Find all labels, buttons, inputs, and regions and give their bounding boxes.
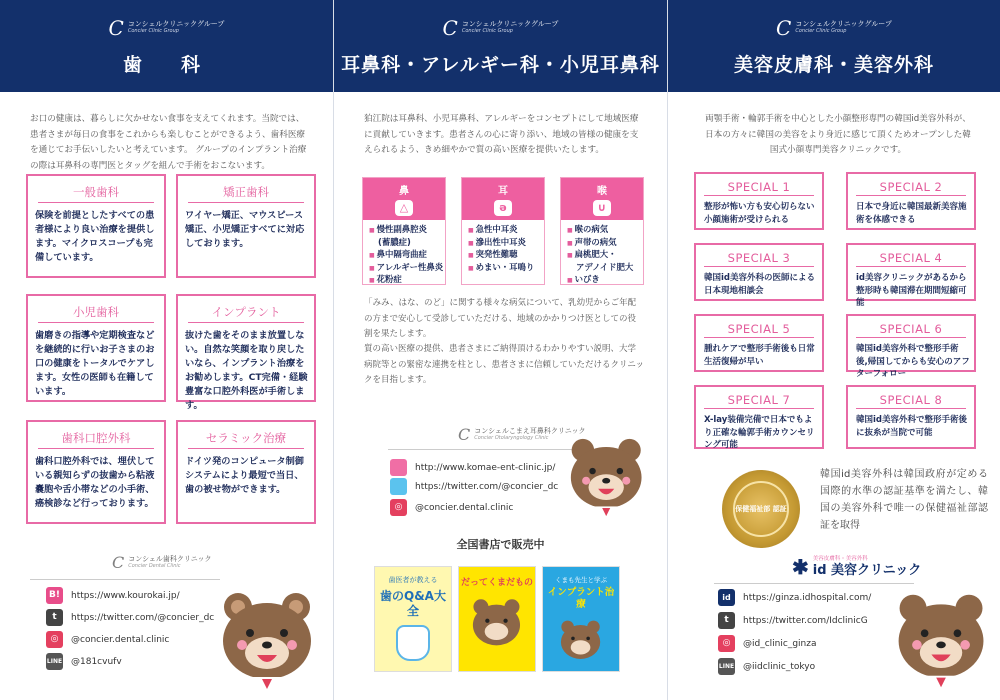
certification-medal-icon [722, 470, 800, 548]
link-line[interactable] [718, 658, 815, 675]
book-subtitle: 歯医者が教える [388, 576, 438, 584]
list-item: ■ 急性中耳炎 [468, 224, 544, 237]
dental-header [0, 0, 333, 92]
box-body: 保険を前提としたすべての患者様により良い治療を提供します。マイクロスコープも完備しています。 [35, 210, 155, 263]
twitter-icon: t [46, 609, 63, 626]
box-body: 歯科口腔外科では、埋伏している親知らずの抜歯から粘液嚢胞や舌小帯などの小手術、癌検診など行っております。 [35, 456, 155, 509]
box-title: 歯科口腔外科 [38, 430, 154, 449]
special-body: 韓国id美容外科の医師による日本現地相談会 [704, 273, 815, 296]
link-instagram[interactable] [390, 499, 513, 516]
book-title: だってくまだもの [460, 578, 533, 588]
link-text[interactable]: https://twitter.com/IdclinicG [743, 615, 868, 626]
box-title: 小児歯科 [38, 304, 154, 323]
link-text[interactable]: @181cvufv [71, 656, 122, 667]
special-body: 整形が怖い方も安心切らない小顔施術が受けられる [704, 202, 815, 225]
book-title: インプラント治療 [547, 587, 615, 610]
divider [388, 449, 588, 450]
line-icon: LINE [718, 658, 735, 675]
special-title: SPECIAL 5 [704, 322, 814, 338]
ent-intro: 狛江院は耳鼻科、小児耳鼻科、アレルギーをコンセプトにして地域医療に貢献していきます。患者さんの心に寄り添い、地域の皆様の健康を支えられるよう、きめ細やかで質の高い医療を提供いたします。 [364, 114, 639, 155]
dental-panel [0, 0, 333, 700]
link-website[interactable] [390, 459, 555, 476]
list-item: ■ 喉の病気 [567, 224, 643, 237]
list-item: ■ めまい・耳鳴り [468, 262, 544, 275]
special-6 [846, 314, 976, 379]
hatena-icon: B! [46, 587, 63, 604]
list-item: ■ 声帯の病気 [567, 237, 643, 250]
special-body: 日本で身近に韓国最新美容施術を体感できる [856, 202, 967, 225]
book-kumadamono[interactable] [458, 566, 536, 672]
logo-jp: コンシェルクリニックグループ [461, 20, 559, 29]
box-pediatric-dentistry [26, 294, 166, 402]
hatena-icon [390, 459, 407, 476]
book-implant[interactable] [542, 566, 620, 672]
box-title: 一般歯科 [38, 184, 154, 203]
logo-mark-icon: C [112, 553, 125, 572]
list-item: ■ 花粉症 [369, 274, 445, 287]
id-icon: id [718, 589, 735, 606]
special-title: SPECIAL 8 [856, 393, 966, 409]
book-title: 歯のQ&A大全 [380, 589, 446, 618]
list-item: ■ 扁桃肥大・ [567, 249, 643, 262]
group-logo [668, 18, 1000, 38]
box-implant [176, 294, 316, 411]
special-4 [846, 243, 976, 308]
ent-paragraph-1: 「みみ、はな、のど」に関する様々な病気について、乳幼児からご年配の方まで安心して受診していただける、地域のかかりつけ医としての役割を果たします。 [364, 298, 637, 339]
special-body: X-lay装備完備で日本でもより正確な輪郭手術カウンセリング可能 [704, 415, 815, 450]
dental-title: 歯 科 [122, 54, 210, 76]
nose-icon: △ [395, 200, 413, 216]
box-title: インプラント [188, 304, 304, 323]
bear-cover-icon [556, 617, 606, 667]
clinic-name-en: Concier Otolaryngology Clinic [474, 435, 549, 442]
special-body: 韓国id美容外科で整形手術後,帰国してからも安心のアフターフォロー [856, 344, 970, 379]
special-title: SPECIAL 2 [856, 180, 966, 196]
id-logo-mark-icon: ✱ [792, 557, 809, 579]
ear-icon: ə [494, 200, 512, 216]
twitter-icon [390, 478, 407, 495]
twitter-icon: t [718, 612, 735, 629]
box-body: 歯磨きの指導や定期検査などを継続的に行いお子さまのお口の健康をトータルでケアします。女性の医師も在籍しています。 [35, 330, 155, 397]
link-text[interactable]: @concier.dental.clinic [71, 634, 170, 645]
special-1 [694, 172, 824, 230]
tooth-icon [396, 625, 430, 661]
link-line[interactable] [46, 653, 122, 670]
box-oral-surgery [26, 420, 166, 524]
instagram-icon: ◎ [390, 499, 407, 516]
divider [30, 579, 220, 580]
list-item: ■ アレルギー性鼻炎 [369, 262, 445, 275]
ent-paragraph-2: 質の高い医療の提供、患者さまにご納得頂けるわかりやすい説明、大学病院等との緊密な連携を柱とし、患者さまに信頼していただけるクリニックを目指します。 [364, 344, 644, 385]
link-text[interactable]: @concier.dental.clinic [415, 502, 514, 513]
box-body: ドイツ発のコンピュータ制御システムにより最短で当日、歯の被せ物ができます。 [185, 456, 304, 495]
box-general-dentistry [26, 174, 166, 278]
special-title: SPECIAL 1 [704, 180, 814, 196]
link-instagram[interactable] [46, 631, 169, 648]
list-item: アデノイド肥大 [576, 261, 634, 272]
special-title: SPECIAL 4 [856, 251, 966, 267]
special-5 [694, 314, 824, 372]
dental-clinic-logo [112, 555, 212, 571]
box-orthodontics [176, 174, 316, 278]
special-title: SPECIAL 7 [704, 393, 814, 409]
ent-title: 耳鼻科・アレルギー科・小児耳鼻科 [341, 54, 660, 76]
throat-icon: ∪ [593, 200, 611, 216]
ent-header [334, 0, 667, 92]
bear-mascot-icon [212, 585, 324, 697]
logo-mark-icon: C [442, 16, 458, 40]
list-item: ■ 慢性副鼻腔炎 [369, 224, 445, 237]
special-8 [846, 385, 976, 449]
logo-mark-icon: C [108, 16, 124, 40]
logo-jp: コンシェルクリニックグループ [795, 20, 892, 29]
link-text[interactable]: https://ginza.idhospital.com/ [743, 592, 872, 603]
cosmetic-title: 美容皮膚科・美容外科 [733, 54, 934, 76]
logo-jp: コンシェルクリニックグループ [127, 20, 225, 29]
link-website[interactable] [46, 587, 180, 604]
link-text[interactable]: https://twitter.com/@concier_dc [415, 481, 559, 492]
clinic-tagline: 美容皮膚科・美容外科 [812, 556, 868, 563]
books-label: 全国書店で販売中 [456, 538, 545, 551]
category-list [462, 220, 544, 274]
link-twitter[interactable] [46, 609, 214, 626]
id-clinic-logo [792, 555, 921, 580]
box-body: 抜けた歯をそのまま放置しない。自然な笑顔を取り戻したいなら、インプラント治療をお勧めします。CT完備・経験豊富な口腔外科医が手術します。 [185, 330, 308, 411]
link-twitter[interactable] [718, 612, 868, 629]
logo-en: Concier Clinic Group [461, 28, 513, 35]
category-label: 喉 [597, 186, 607, 197]
instagram-icon: ◎ [718, 635, 735, 652]
bear-cover-icon [467, 595, 527, 655]
list-item: ■ 突発性難聴 [468, 249, 544, 262]
list-item: ■ 滲出性中耳炎 [468, 237, 544, 250]
box-title: 矯正歯科 [188, 184, 304, 203]
category-throat [560, 177, 644, 285]
certification-text: 韓国id美容外科は韓国政府が定める国際的水準の認証基準を満たし、韓国の美容外科で唯一の保健福祉部認証を取得 [820, 469, 988, 531]
link-text[interactable]: @iidclinic_tokyo [743, 661, 816, 672]
link-twitter[interactable] [390, 478, 558, 495]
category-ear [461, 177, 545, 285]
category-nose [362, 177, 446, 285]
cosmetic-intro: 両顎手術・輪郭手術を中心とした小顔整形専門の韓国id美容外科が、日本の方々に韓国の美容をより身近に感じて頂くためオープンした韓国式小顔専門美容クリニックです。 [705, 114, 971, 155]
bear-mascot-icon [888, 585, 996, 697]
group-logo [334, 18, 667, 38]
medal-text: 保健福祉部 認証 [733, 481, 789, 537]
link-text[interactable]: https://twitter.com/@concier_dc [71, 612, 215, 623]
special-body: 腫れケアで整形手術後も日常生活復帰が早い [704, 344, 815, 367]
clinic-name-en: Concier Dental Clinic [128, 563, 181, 570]
box-title: セラミック治療 [188, 430, 304, 449]
book-dental-qa[interactable] [374, 566, 452, 672]
divider [714, 583, 914, 584]
logo-en: Concier Clinic Group [795, 28, 847, 35]
logo-en: Concier Clinic Group [127, 28, 179, 35]
special-title: SPECIAL 6 [856, 322, 966, 338]
special-2 [846, 172, 976, 230]
book-subtitle: くまも先生と学ぶ [555, 576, 607, 584]
box-ceramic [176, 420, 316, 524]
category-label: 鼻 [399, 186, 409, 197]
category-list [363, 220, 445, 287]
special-title: SPECIAL 3 [704, 251, 814, 267]
link-text[interactable]: https://www.kourokai.jp/ [71, 590, 180, 601]
bear-mascot-icon [562, 430, 652, 525]
special-3 [694, 243, 824, 301]
category-label: 耳 [498, 186, 508, 197]
dental-intro: お口の健康は、暮らしに欠かせない食事を支えてくれます。当院では、患者さまが毎日の食事をこれからも楽しむことができるよう、歯科医療を通じてお手伝いしたいと考えています。 グループのインプラント治療の際は耳鼻科の専門医とタッグを組んで手術をおこないます。 [30, 114, 307, 171]
logo-mark-icon: C [458, 425, 471, 444]
instagram-icon: ◎ [46, 631, 63, 648]
line-icon: LINE [46, 653, 63, 670]
link-instagram[interactable] [718, 635, 816, 652]
special-7 [694, 385, 824, 449]
list-item: ■ いびき [567, 274, 643, 287]
special-body: id美容クリニックがあるから整形時も韓国滞在期間短縮可能 [856, 273, 967, 308]
logo-mark-icon: C [776, 16, 792, 40]
category-list [561, 220, 643, 287]
box-body: ワイヤー矯正、マウスピース矯正、小児矯正すべてに対応しております。 [185, 210, 305, 249]
clinic-name: id 美容クリニック [812, 563, 922, 578]
link-text[interactable]: @id_clinic_ginza [743, 638, 817, 649]
link-website[interactable] [718, 589, 871, 606]
clinic-name: コンシェル歯科クリニック [128, 555, 212, 564]
clinic-name: コンシェルこまえ耳鼻科クリニック [474, 427, 586, 436]
list-item: (蓄膿症) [378, 236, 411, 247]
special-body: 韓国id美容外科で整形手術後に抜糸が当院で可能 [856, 415, 967, 438]
link-text[interactable]: http://www.komae-ent-clinic.jp/ [415, 462, 556, 473]
cosmetic-header [668, 0, 1000, 92]
list-item: ■ 鼻中隔弯曲症 [369, 249, 445, 262]
group-logo [0, 18, 333, 38]
